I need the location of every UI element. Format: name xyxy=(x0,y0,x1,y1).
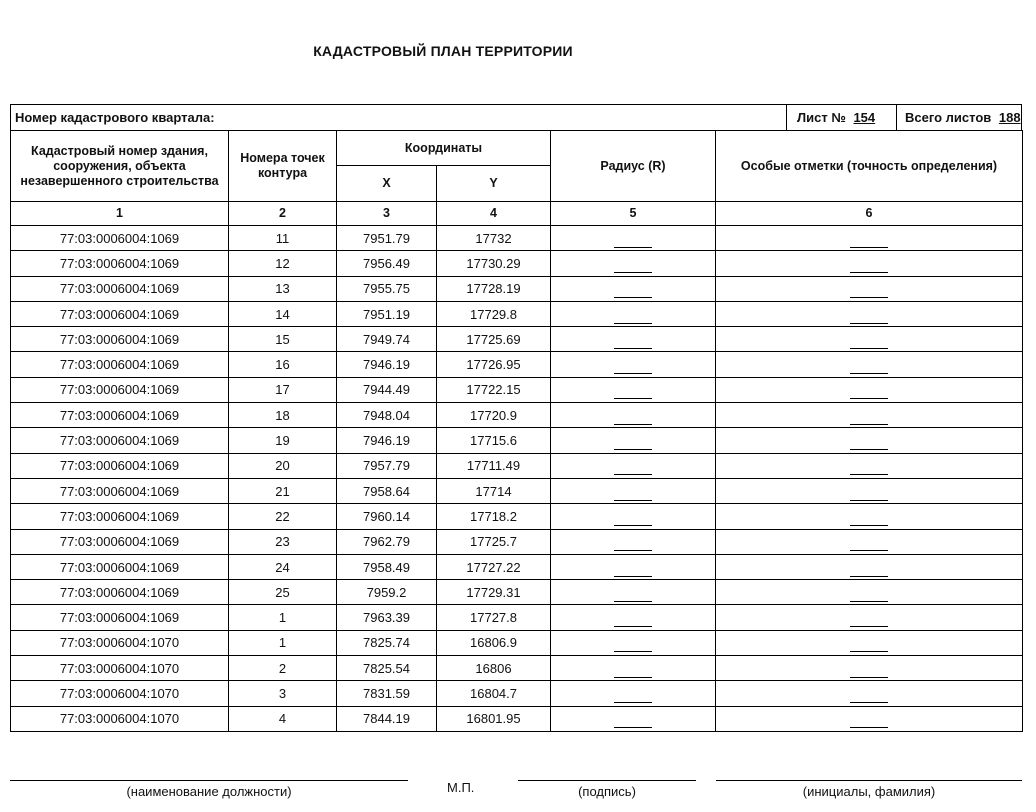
header-col-number: 6 xyxy=(716,202,1023,226)
cell-x: 7948.04 xyxy=(337,403,437,428)
header-coordinates: Координаты xyxy=(337,131,551,166)
cell-y: 17725.69 xyxy=(437,327,551,352)
blank-line xyxy=(614,311,652,324)
table-row xyxy=(11,327,1023,352)
cell-notes xyxy=(716,529,1023,554)
blank-line xyxy=(614,715,652,728)
cell-y: 17726.95 xyxy=(437,352,551,377)
cell-radius xyxy=(551,226,716,251)
cell-notes xyxy=(716,554,1023,579)
sheet-label: Лист № xyxy=(797,110,846,125)
signature-label: (подпись) xyxy=(578,784,636,799)
table-row xyxy=(11,529,1023,554)
cell-cadastral-number: 77:03:0006004:1069 xyxy=(11,453,229,478)
cell-cadastral-number: 77:03:0006004:1069 xyxy=(11,403,229,428)
header-radius: Радиус (R) xyxy=(551,131,716,202)
cell-y: 16804.7 xyxy=(437,681,551,706)
blank-line xyxy=(614,336,652,349)
cell-radius xyxy=(551,403,716,428)
header-col-number: 2 xyxy=(229,202,337,226)
total-sheets-label: Всего листов xyxy=(905,110,992,125)
cell-point-number: 15 xyxy=(229,327,337,352)
cell-x: 7959.2 xyxy=(337,580,437,605)
blank-line xyxy=(614,361,652,374)
blank-line xyxy=(614,412,652,425)
meta-bar xyxy=(10,104,1022,130)
blank-line xyxy=(614,614,652,627)
cell-radius xyxy=(551,478,716,503)
cell-x: 7956.49 xyxy=(337,251,437,276)
cell-point-number: 25 xyxy=(229,580,337,605)
blank-line xyxy=(850,639,888,652)
cell-y: 16806.9 xyxy=(437,630,551,655)
cell-radius xyxy=(551,327,716,352)
header-col-number: 1 xyxy=(11,202,229,226)
table-row xyxy=(11,403,1023,428)
table-row xyxy=(11,352,1023,377)
cell-radius xyxy=(551,504,716,529)
cell-notes xyxy=(716,580,1023,605)
cell-notes xyxy=(716,453,1023,478)
cell-point-number: 11 xyxy=(229,226,337,251)
blank-line xyxy=(850,437,888,450)
cell-point-number: 13 xyxy=(229,276,337,301)
table-row xyxy=(11,630,1023,655)
cell-point-number: 17 xyxy=(229,377,337,402)
blank-line xyxy=(614,285,652,298)
cell-y: 17727.8 xyxy=(437,605,551,630)
cell-x: 7960.14 xyxy=(337,504,437,529)
cell-cadastral-number: 77:03:0006004:1069 xyxy=(11,276,229,301)
cell-radius xyxy=(551,605,716,630)
stamp-label: М.П. xyxy=(447,780,475,795)
cell-cadastral-number: 77:03:0006004:1069 xyxy=(11,327,229,352)
cell-notes xyxy=(716,352,1023,377)
blank-line xyxy=(614,513,652,526)
cell-x: 7944.49 xyxy=(337,377,437,402)
blank-line xyxy=(850,311,888,324)
header-cadastral-number: Кадастровый номер здания, сооружения, объекта незавершенного строительства xyxy=(11,131,229,202)
cell-point-number: 20 xyxy=(229,453,337,478)
table-row xyxy=(11,554,1023,579)
position-line xyxy=(10,780,408,781)
table-row xyxy=(11,251,1023,276)
table-row xyxy=(11,453,1023,478)
blank-line xyxy=(614,235,652,248)
cell-radius xyxy=(551,276,716,301)
cell-cadastral-number: 77:03:0006004:1069 xyxy=(11,554,229,579)
blank-line xyxy=(850,513,888,526)
cell-y: 17714 xyxy=(437,478,551,503)
cell-x: 7963.39 xyxy=(337,605,437,630)
cell-y: 17727.22 xyxy=(437,554,551,579)
cell-notes xyxy=(716,681,1023,706)
cell-y: 16806 xyxy=(437,656,551,681)
cell-point-number: 1 xyxy=(229,630,337,655)
blank-line xyxy=(614,437,652,450)
blank-line xyxy=(614,488,652,501)
position-label: (наименование должности) xyxy=(126,784,292,799)
cell-cadastral-number: 77:03:0006004:1069 xyxy=(11,605,229,630)
cell-x: 7955.75 xyxy=(337,276,437,301)
quarter-label: Номер кадастрового квартала: xyxy=(15,110,215,125)
document-title: КАДАСТРОВЫЙ ПЛАН ТЕРРИТОРИИ xyxy=(313,43,573,59)
cell-x: 7958.64 xyxy=(337,478,437,503)
cell-notes xyxy=(716,504,1023,529)
cell-cadastral-number: 77:03:0006004:1070 xyxy=(11,656,229,681)
cell-x: 7957.79 xyxy=(337,453,437,478)
header-col-number: 5 xyxy=(551,202,716,226)
cell-notes xyxy=(716,251,1023,276)
cell-point-number: 4 xyxy=(229,706,337,731)
table-row xyxy=(11,706,1023,731)
cell-cadastral-number: 77:03:0006004:1069 xyxy=(11,529,229,554)
cell-cadastral-number: 77:03:0006004:1069 xyxy=(11,428,229,453)
cell-point-number: 22 xyxy=(229,504,337,529)
cell-point-number: 18 xyxy=(229,403,337,428)
cell-cadastral-number: 77:03:0006004:1069 xyxy=(11,377,229,402)
cell-x: 7946.19 xyxy=(337,428,437,453)
cell-point-number: 3 xyxy=(229,681,337,706)
cell-cadastral-number: 77:03:0006004:1069 xyxy=(11,251,229,276)
cell-point-number: 2 xyxy=(229,656,337,681)
cell-radius xyxy=(551,656,716,681)
table-row xyxy=(11,681,1023,706)
cell-radius xyxy=(551,301,716,326)
table-row xyxy=(11,301,1023,326)
blank-line xyxy=(850,715,888,728)
cell-point-number: 16 xyxy=(229,352,337,377)
cell-cadastral-number: 77:03:0006004:1069 xyxy=(11,478,229,503)
table-row xyxy=(11,504,1023,529)
cell-cadastral-number: 77:03:0006004:1069 xyxy=(11,352,229,377)
cell-point-number: 23 xyxy=(229,529,337,554)
cell-notes xyxy=(716,478,1023,503)
cell-radius xyxy=(551,352,716,377)
cell-cadastral-number: 77:03:0006004:1069 xyxy=(11,504,229,529)
blank-line xyxy=(850,235,888,248)
cell-notes xyxy=(716,630,1023,655)
cell-notes xyxy=(716,301,1023,326)
table-row xyxy=(11,276,1023,301)
sheet-number-box xyxy=(786,105,896,131)
blank-line xyxy=(614,690,652,703)
cell-y: 17711.49 xyxy=(437,453,551,478)
cell-radius xyxy=(551,554,716,579)
blank-line xyxy=(614,665,652,678)
name-label: (инициалы, фамилия) xyxy=(802,784,936,799)
cell-radius xyxy=(551,428,716,453)
cell-notes xyxy=(716,276,1023,301)
header-y: Y xyxy=(437,166,551,202)
cell-notes xyxy=(716,327,1023,352)
cell-notes xyxy=(716,706,1023,731)
blank-line xyxy=(614,589,652,602)
cell-notes xyxy=(716,226,1023,251)
cell-radius xyxy=(551,251,716,276)
blank-line xyxy=(850,614,888,627)
cell-y: 17718.2 xyxy=(437,504,551,529)
cell-radius xyxy=(551,529,716,554)
blank-line xyxy=(850,361,888,374)
blank-line xyxy=(850,336,888,349)
cell-radius xyxy=(551,630,716,655)
blank-line xyxy=(850,386,888,399)
cell-x: 7951.19 xyxy=(337,301,437,326)
cell-notes xyxy=(716,428,1023,453)
name-line xyxy=(716,780,1022,781)
cell-y: 17728.19 xyxy=(437,276,551,301)
blank-line xyxy=(850,690,888,703)
cell-cadastral-number: 77:03:0006004:1070 xyxy=(11,706,229,731)
cell-cadastral-number: 77:03:0006004:1069 xyxy=(11,226,229,251)
blank-line xyxy=(614,639,652,652)
table-row xyxy=(11,377,1023,402)
cell-y: 17729.8 xyxy=(437,301,551,326)
cell-x: 7951.79 xyxy=(337,226,437,251)
blank-line xyxy=(614,462,652,475)
cell-x: 7844.19 xyxy=(337,706,437,731)
cell-y: 17729.31 xyxy=(437,580,551,605)
blank-line xyxy=(614,538,652,551)
blank-line xyxy=(850,665,888,678)
total-sheets-number: 188 xyxy=(998,110,1021,125)
table-row xyxy=(11,478,1023,503)
cell-x: 7962.79 xyxy=(337,529,437,554)
blank-line xyxy=(614,260,652,273)
blank-line xyxy=(850,285,888,298)
header-notes: Особые отметки (точность определения) xyxy=(716,131,1023,202)
cell-notes xyxy=(716,605,1023,630)
blank-line xyxy=(850,564,888,577)
blank-line xyxy=(850,412,888,425)
cell-cadastral-number: 77:03:0006004:1069 xyxy=(11,301,229,326)
cell-point-number: 1 xyxy=(229,605,337,630)
cell-notes xyxy=(716,656,1023,681)
cell-x: 7949.74 xyxy=(337,327,437,352)
blank-line xyxy=(850,589,888,602)
cell-point-number: 14 xyxy=(229,301,337,326)
cell-x: 7946.19 xyxy=(337,352,437,377)
cell-cadastral-number: 77:03:0006004:1069 xyxy=(11,580,229,605)
cell-y: 17715.6 xyxy=(437,428,551,453)
blank-line xyxy=(850,462,888,475)
table-row xyxy=(11,580,1023,605)
table-row xyxy=(11,226,1023,251)
cell-point-number: 24 xyxy=(229,554,337,579)
header-contour-points: Номера точек контура xyxy=(229,131,337,202)
cell-radius xyxy=(551,681,716,706)
blank-line xyxy=(614,564,652,577)
cell-radius xyxy=(551,580,716,605)
cell-x: 7958.49 xyxy=(337,554,437,579)
table-row xyxy=(11,605,1023,630)
header-col-number: 4 xyxy=(437,202,551,226)
cell-point-number: 19 xyxy=(229,428,337,453)
signature-line xyxy=(518,780,696,781)
header-col-number: 3 xyxy=(337,202,437,226)
cell-y: 17722.15 xyxy=(437,377,551,402)
cell-point-number: 12 xyxy=(229,251,337,276)
cell-radius xyxy=(551,377,716,402)
cell-notes xyxy=(716,403,1023,428)
cell-cadastral-number: 77:03:0006004:1070 xyxy=(11,630,229,655)
cell-y: 16801.95 xyxy=(437,706,551,731)
cell-x: 7825.74 xyxy=(337,630,437,655)
cell-y: 17732 xyxy=(437,226,551,251)
blank-line xyxy=(850,538,888,551)
cell-notes xyxy=(716,377,1023,402)
cell-y: 17730.29 xyxy=(437,251,551,276)
table-row xyxy=(11,656,1023,681)
cell-cadastral-number: 77:03:0006004:1070 xyxy=(11,681,229,706)
table-row xyxy=(11,428,1023,453)
cell-y: 17720.9 xyxy=(437,403,551,428)
blank-line xyxy=(614,386,652,399)
cell-y: 17725.7 xyxy=(437,529,551,554)
cell-x: 7831.59 xyxy=(337,681,437,706)
header-x: X xyxy=(337,166,437,202)
cell-x: 7825.54 xyxy=(337,656,437,681)
blank-line xyxy=(850,488,888,501)
cell-radius xyxy=(551,453,716,478)
total-sheets-box xyxy=(896,105,1023,131)
cell-point-number: 21 xyxy=(229,478,337,503)
cell-radius xyxy=(551,706,716,731)
coordinates-table xyxy=(10,130,1023,732)
blank-line xyxy=(850,260,888,273)
sheet-number: 154 xyxy=(853,110,876,125)
